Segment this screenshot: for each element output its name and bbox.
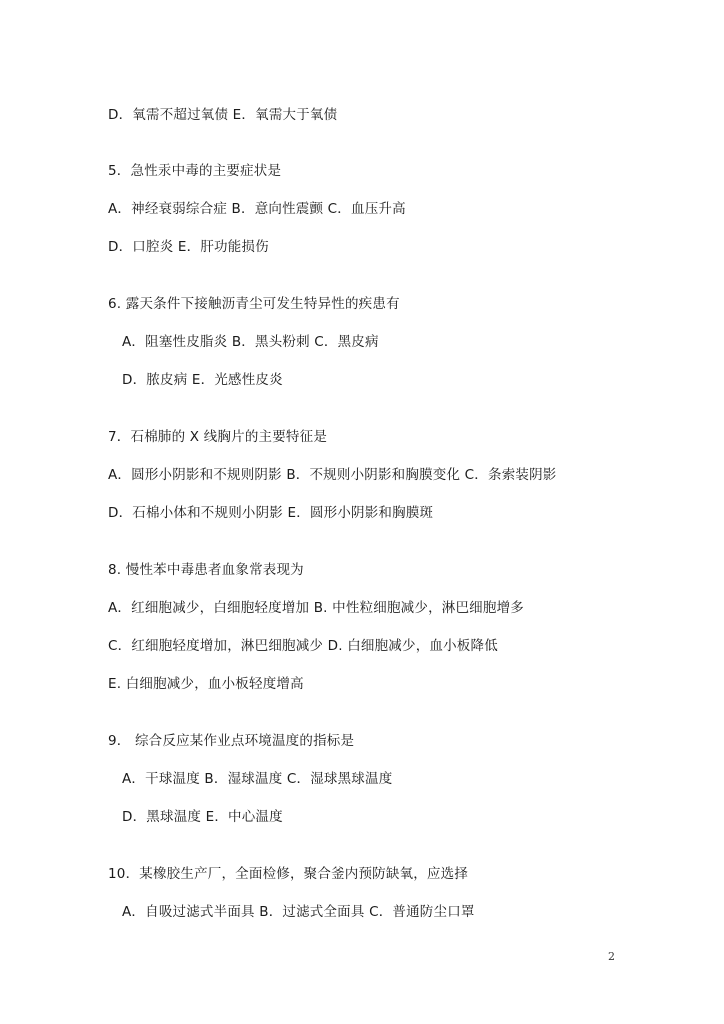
text-line: A．圆形小阴影和不规则阴影 B．不规则小阴影和胸膜变化 C．条索装阴影 xyxy=(108,467,557,483)
text-line: D．口腔炎 E．肝功能损伤 xyxy=(108,239,269,255)
text-line: D．石棉小体和不规则小阴影 E．圆形小阴影和胸膜斑 xyxy=(108,505,434,521)
text-line: A．神经衰弱综合症 B．意向性震颤 C．血压升高 xyxy=(108,201,406,217)
text-line: A．干球温度 B．湿球温度 C．湿球黑球温度 xyxy=(122,771,393,787)
text-line: A．红细胞减少，白细胞轻度增加 B. 中性粒细胞减少，淋巴细胞增多 xyxy=(108,600,524,616)
text-line: A．阻塞性皮脂炎 B．黑头粉刺 C．黑皮病 xyxy=(122,334,379,350)
question-6: 6. 露天条件下接触沥青尘可发生特异性的疾患有 xyxy=(108,296,400,312)
text-line: E. 白细胞减少，血小板轻度增高 xyxy=(108,676,304,692)
question-8: 8. 慢性苯中毒患者血象常表现为 xyxy=(108,562,304,578)
text-line: A．自吸过滤式半面具 B．过滤式全面具 C．普通防尘口罩 xyxy=(122,904,475,920)
text-line: D．黑球温度 E．中心温度 xyxy=(122,809,283,825)
text-line: D．氧需不超过氧债 E．氧需大于氧债 xyxy=(108,107,338,123)
question-7: 7．石棉肺的 X 线胸片的主要特征是 xyxy=(108,429,328,445)
text-line: D．脓皮病 E．光感性皮炎 xyxy=(122,372,283,388)
question-5: 5．急性汞中毒的主要症状是 xyxy=(108,163,282,179)
text-line: C．红细胞轻度增加，淋巴细胞减少 D. 白细胞减少，血小板降低 xyxy=(108,638,498,654)
page-number: 2 xyxy=(608,950,615,963)
question-9: 9． 综合反应某作业点环境温度的指标是 xyxy=(108,733,355,749)
question-10: 10．某橡胶生产厂，全面检修，聚合釜内预防缺氧，应选择 xyxy=(108,866,469,882)
